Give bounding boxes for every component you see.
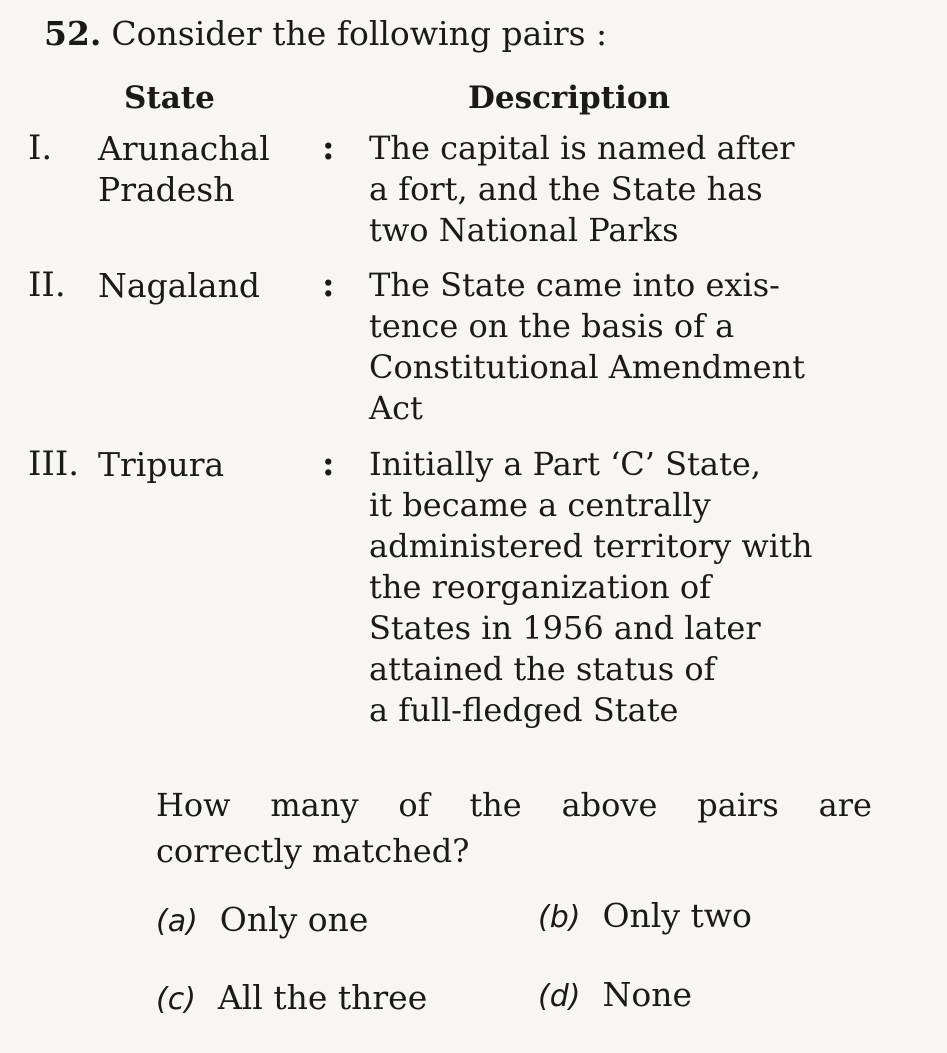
description-line: The capital is named after [369, 129, 795, 167]
description-line: tence on the basis of a [369, 307, 735, 345]
state-line: Tripura [98, 445, 225, 484]
description-line: Initially a Part ‘C’ State, [369, 445, 761, 483]
ask-word: are [818, 786, 872, 824]
option-text: All the three [217, 978, 428, 1017]
description-line: a full-fledged State [369, 691, 679, 729]
description-line: administered territory with [369, 527, 813, 565]
state-line: Pradesh [98, 170, 235, 209]
pair-state [98, 444, 224, 485]
pair-description [369, 128, 795, 251]
pair-roman-numeral: III. [28, 444, 80, 484]
description-line: Act [369, 389, 423, 427]
description-line: Constitutional Amendment [369, 348, 806, 386]
pair-roman-numeral: I. [28, 128, 53, 168]
ask-word: many [270, 786, 359, 824]
ask-word: of [398, 786, 430, 824]
ask-line-2: correctly matched? [156, 832, 470, 870]
option-text: Only two [602, 896, 752, 935]
option-label: (d) [538, 979, 581, 1014]
pair-separator: : [322, 444, 335, 484]
state-line: Nagaland [98, 266, 260, 305]
column-header-description: Description [468, 80, 671, 116]
pair-description [369, 265, 805, 429]
ask-word: above [561, 786, 658, 824]
option-b[interactable] [538, 896, 752, 935]
pair-state [98, 128, 270, 210]
ask-line-1 [156, 782, 872, 828]
column-header-state: State [124, 80, 215, 116]
option-label: (a) [156, 904, 198, 939]
description-line: States in 1956 and later [369, 609, 761, 647]
option-a[interactable] [156, 900, 368, 939]
question-number: 52. [44, 14, 102, 53]
description-line: two National Parks [369, 211, 679, 249]
option-label: (c) [156, 982, 196, 1017]
description-line: the reorganization of [369, 568, 711, 606]
option-d[interactable] [538, 975, 692, 1014]
pair-description [369, 444, 812, 731]
option-label: (b) [538, 900, 581, 935]
ask-word: How [156, 786, 231, 824]
question-ask [156, 782, 872, 874]
option-text: None [602, 975, 692, 1014]
question-heading [44, 14, 607, 53]
pair-separator: : [322, 128, 335, 168]
pair-state [98, 265, 260, 306]
pair-separator: : [322, 265, 335, 305]
option-text: Only one [219, 900, 369, 939]
option-c[interactable] [156, 978, 427, 1017]
description-line: it became a centrally [369, 486, 711, 524]
description-line: attained the status of [369, 650, 716, 688]
question-prompt: Consider the following pairs : [111, 14, 608, 53]
pair-roman-numeral: II. [28, 265, 66, 305]
description-line: The State came into exis- [369, 266, 780, 304]
description-line: a fort, and the State has [369, 170, 763, 208]
ask-word: pairs [697, 786, 779, 824]
state-line: Arunachal [98, 129, 270, 168]
ask-word: the [469, 786, 522, 824]
